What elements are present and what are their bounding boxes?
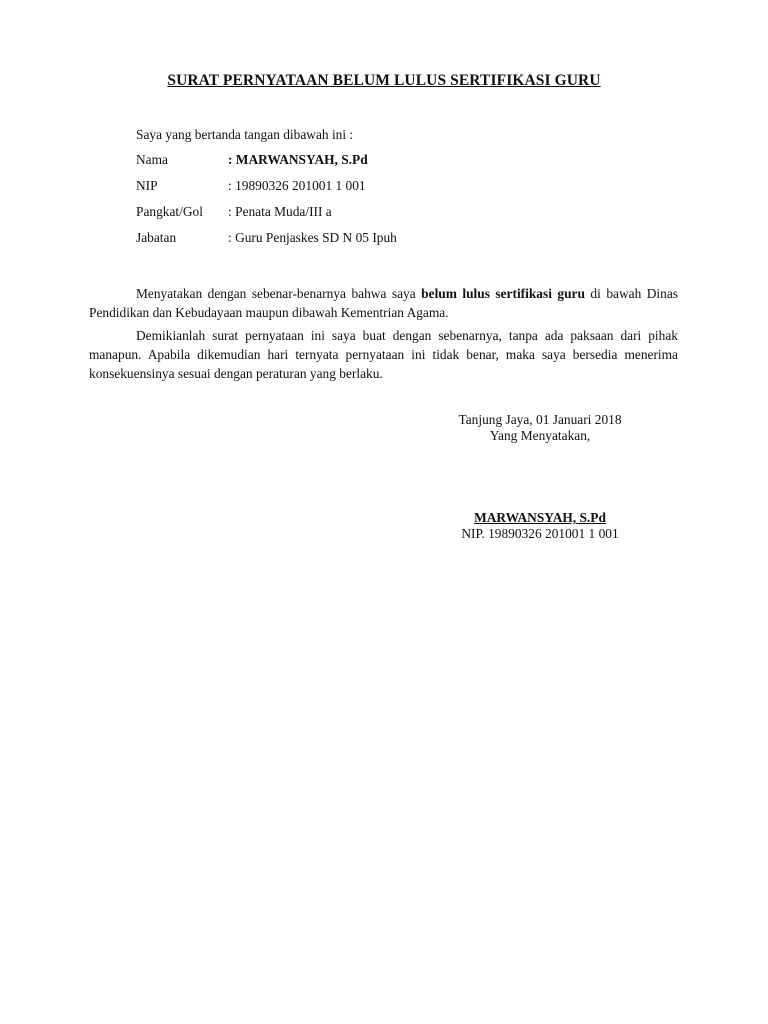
identity-fields (136, 152, 397, 256)
intro-text: Saya yang bertanda tangan dibawah ini : (136, 127, 354, 142)
field-label: Pangkat/Gol (136, 204, 203, 219)
field-value: : MARWANSYAH, S.Pd (228, 152, 368, 167)
field-row-nip (136, 178, 397, 204)
statement-text-after: di bawah Dinas Pendidikan dan Kebudayaan maupun dibawah Kementrian Agama. (89, 286, 679, 320)
field-value: : Penata Muda/III a (228, 204, 332, 219)
signature-footer (430, 510, 650, 542)
closing-paragraph (89, 326, 678, 383)
statement-text-bold: belum lulus sertifikasi guru (421, 286, 585, 301)
field-label: Jabatan (136, 230, 177, 245)
signer-nip: NIP. 19890326 201001 1 001 (461, 526, 619, 541)
field-label: NIP (136, 178, 158, 193)
place-date: Tanjung Jaya, 01 Januari 2018 (458, 412, 622, 427)
closing-text: Demikianlah surat pernyataan ini saya buat dengan sebenarnya, tanpa ada paksaan dari pihak manapun. Apabila dikemudian hari ternyata pernyataan ini tidak benar, maka saya bersedia menerima konsekuensinya sesuai dengan peraturan yang berlaku. (89, 328, 678, 381)
field-value: : 19890326 201001 1 001 (228, 178, 366, 193)
field-label: Nama (136, 152, 168, 167)
field-row-pangkat (136, 204, 397, 230)
document-title: SURAT PERNYATAAN BELUM LULUS SERTIFIKASI GURU (167, 72, 601, 89)
field-value: : Guru Penjaskes SD N 05 Ipuh (228, 230, 397, 245)
signature-header (430, 412, 650, 444)
statement-paragraph (89, 284, 678, 322)
signer-role: Yang Menyatakan, (489, 428, 591, 443)
field-row-nama (136, 152, 397, 178)
statement-text-before: Menyatakan dengan sebenar-benarnya bahwa saya (136, 286, 422, 301)
signer-name: MARWANSYAH, S.Pd (474, 510, 606, 525)
field-row-jabatan (136, 230, 397, 256)
